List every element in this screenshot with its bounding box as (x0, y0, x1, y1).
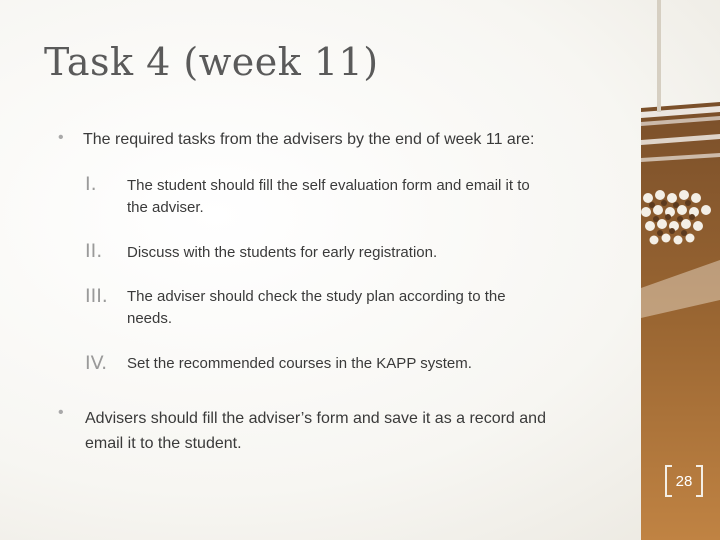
item-text-line: needs. (127, 310, 173, 327)
main-bullet-2 (85, 406, 546, 456)
item-text-line: Set the recommended courses in the KAPP system. (127, 355, 472, 372)
item-numeral: IV. (85, 352, 108, 374)
item-text (127, 175, 530, 219)
item-text-line: The student should fill the self evaluation form and email it to (127, 177, 530, 194)
bullet-marker: • (58, 129, 64, 146)
item-text-line: Discuss with the students for early registration. (127, 244, 438, 261)
slide-title: Task 4 (week 11) (44, 40, 379, 84)
main-bullet-2-line: email it to the student. (85, 435, 242, 452)
item-text (127, 242, 437, 264)
item-text-line: the adviser. (127, 199, 204, 216)
main-bullet-1: The required tasks from the advisers by the end of week 11 are: (83, 131, 535, 148)
main-bullet-2-line: Advisers should fill the adviser’s form and save it as a record and (85, 410, 546, 427)
item-text (127, 286, 506, 330)
page-number: 28 (675, 473, 693, 490)
item-numeral: III. (85, 285, 108, 307)
bullet-marker: • (58, 404, 64, 421)
item-numeral: I. (85, 173, 97, 195)
page-number-badge (662, 464, 706, 498)
item-text-line: The adviser should check the study plan according to the (127, 288, 506, 305)
item-text (127, 353, 472, 375)
item-numeral: II. (85, 240, 103, 262)
